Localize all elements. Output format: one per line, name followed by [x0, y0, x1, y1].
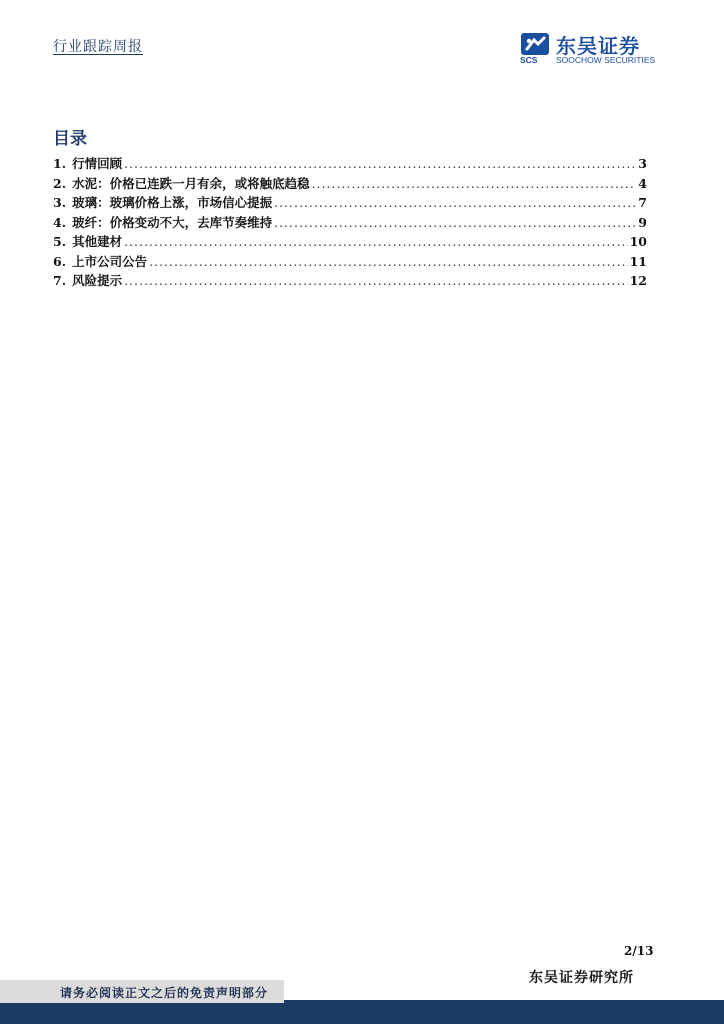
toc-item-number: 1. — [53, 156, 67, 171]
toc-item[interactable] — [53, 213, 647, 233]
page-number: 2/13 — [624, 944, 654, 958]
disclaimer-box — [0, 980, 284, 1003]
toc-item[interactable] — [53, 232, 647, 252]
toc-leader-dots — [274, 215, 636, 230]
toc-item-title: 风险提示 — [72, 273, 123, 288]
disclaimer-text: 请务必阅读正文之后的免责声明部分 — [60, 986, 269, 1000]
toc-item-page: 12 — [629, 273, 647, 288]
toc-leader-dots — [312, 176, 637, 191]
toc-item-page: 3 — [638, 156, 647, 171]
toc-item-page: 9 — [638, 214, 647, 230]
toc-leader-dots — [124, 234, 628, 249]
toc-item-title: 玻璃：玻璃价格上涨，市场信心提振 — [72, 195, 273, 210]
toc-item-page: 10 — [629, 234, 647, 249]
footer-band — [0, 1000, 724, 1024]
toc-item[interactable] — [53, 154, 647, 174]
toc-item-number: 5. — [53, 234, 67, 249]
institute-name: 东吴证券研究所 — [529, 970, 634, 986]
toc-leader-dots — [124, 156, 636, 171]
toc-item-number: 6. — [53, 253, 67, 269]
brand-name-cn: 东吴证券 — [556, 34, 640, 58]
toc-item-title: 其他建材 — [72, 234, 123, 249]
table-of-contents — [53, 154, 647, 291]
toc-item-title: 水泥：价格已连跌一月有余，或将触底趋稳 — [72, 175, 310, 191]
brand-logo — [520, 30, 670, 66]
toc-item-title: 行情回顾 — [72, 156, 123, 171]
brand-abbr: SCS — [520, 55, 538, 65]
toc-heading: 目录 — [53, 129, 87, 149]
toc-leader-dots — [149, 254, 628, 269]
toc-item-number: 2. — [53, 175, 67, 191]
toc-item[interactable] — [53, 174, 647, 194]
toc-leader-dots — [274, 195, 636, 210]
report-type-header: 行业跟踪周报 — [53, 39, 143, 55]
toc-item-title: 上市公司公告 — [72, 253, 148, 269]
toc-leader-dots — [124, 273, 628, 288]
toc-item[interactable] — [53, 271, 647, 291]
toc-item-page: 4 — [638, 175, 647, 191]
toc-item-number: 4. — [53, 214, 67, 230]
toc-item-page: 11 — [629, 253, 647, 269]
toc-item-page: 7 — [638, 195, 647, 210]
toc-item[interactable] — [53, 193, 647, 213]
toc-item-number: 7. — [53, 273, 67, 288]
brand-name-en: SOOCHOW SECURITIES — [556, 55, 656, 65]
toc-item-number: 3. — [53, 195, 67, 210]
toc-item[interactable] — [53, 252, 647, 272]
toc-item-title: 玻纤：价格变动不大，去库节奏维持 — [72, 214, 273, 230]
